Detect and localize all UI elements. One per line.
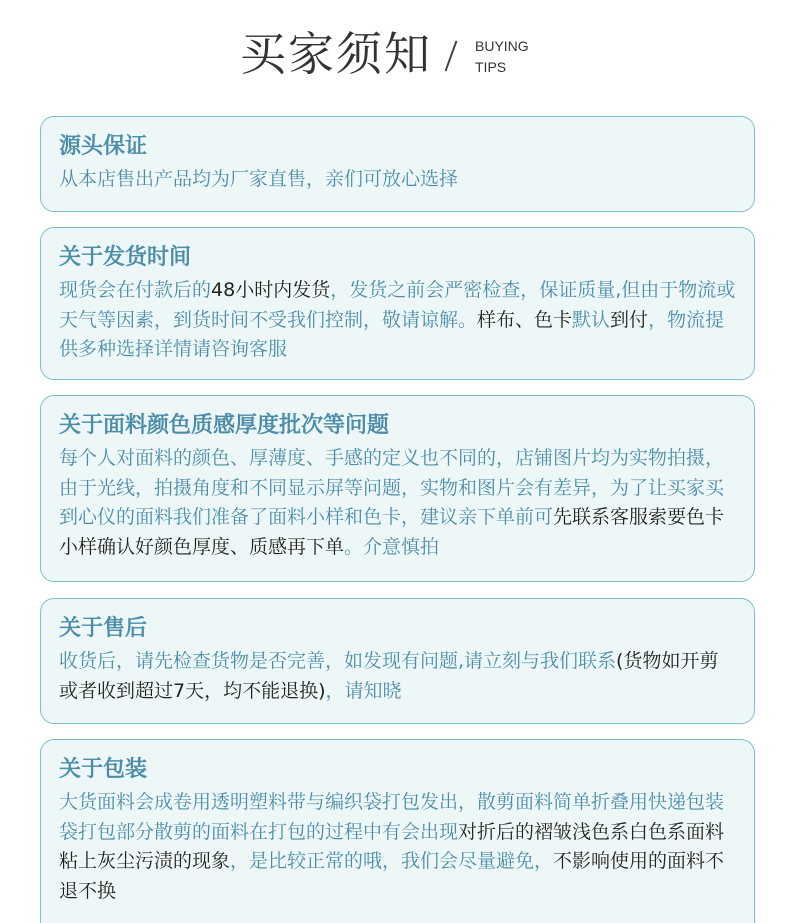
text-run: 现货会在付款后的 [59,279,212,301]
text-run: 每个人对面料的颜色、厚薄度、手感的定义也不同的，店铺图片均为实物拍摄，由于光线，拍摄角度和不同显示屏等问题，实物和图片会有差异，为了让买家买到心仪的面料我们准备了面料小样和色卡，建议亲下单前可 [59,447,725,528]
text-run-emphasis: 不影响使用的面料不退不换 [59,850,725,902]
section-body [59,444,736,562]
text-run-emphasis: 48小时内发货 [211,279,331,301]
section-body [59,788,736,906]
text-run: ，发货之前会严密检查，保证质量,但由于物流或天气等因素，到货时间不受我们控制，敬请谅解。 [59,279,736,331]
section-title: 关于发货时间 [59,245,192,270]
section-source-guarantee [40,116,755,212]
text-run: 从本店售出产品均为厂家直售，亲们可放心选择 [59,168,459,190]
text-run-emphasis: 先联系客服索要色卡小样确认好颜色厚度、质感再下单 [59,506,725,558]
section-title: 关于售后 [59,616,148,641]
text-run: 默认 [572,308,611,331]
text-run-emphasis: 到付 [610,308,649,331]
section-body [59,276,736,365]
page-header [0,0,790,100]
section-shipping-time [40,227,755,380]
text-run: 大货面料会成卷用透明塑料带与编织袋打包发出，散剪面料简单折叠用快递包装袋打包部分散剪的面料在打包的过程中有会出现 [59,791,725,843]
section-fabric-quality [40,395,755,582]
text-run: 。介意慎拍 [344,535,440,558]
text-run: 收货后，请先检查货物是否完善，如发现有问题,请立刻与我们联系 [59,650,617,672]
section-title: 源头保证 [59,134,148,159]
english-subtitle [475,36,529,78]
text-run: ，是比较正常的哦，我们会尽量避免， [230,850,554,872]
text-run-emphasis: 样布、色卡 [477,308,573,331]
section-body [59,165,736,195]
title-divider [445,41,458,72]
english-subtitle-line-1: BUYING [475,38,529,54]
section-title: 关于面料颜色质感厚度批次等问题 [59,413,390,438]
text-run-emphasis: 对折后的褶皱浅色系白色系面料粘上灰尘污渍的现象 [59,820,725,872]
text-run: ，请知晓 [325,679,402,702]
text-run: ，物流提供多种选择详情请咨询客服 [59,308,725,360]
section-body [59,647,736,706]
english-subtitle-line-2: TIPS [475,59,507,75]
section-title: 关于包装 [59,757,148,782]
section-packaging [40,739,755,923]
section-after-sales [40,598,755,724]
page-title: 买家须知 [240,27,432,81]
text-run-emphasis: (货物如开剪或者收到超过7天，均不能退换) [59,650,719,702]
